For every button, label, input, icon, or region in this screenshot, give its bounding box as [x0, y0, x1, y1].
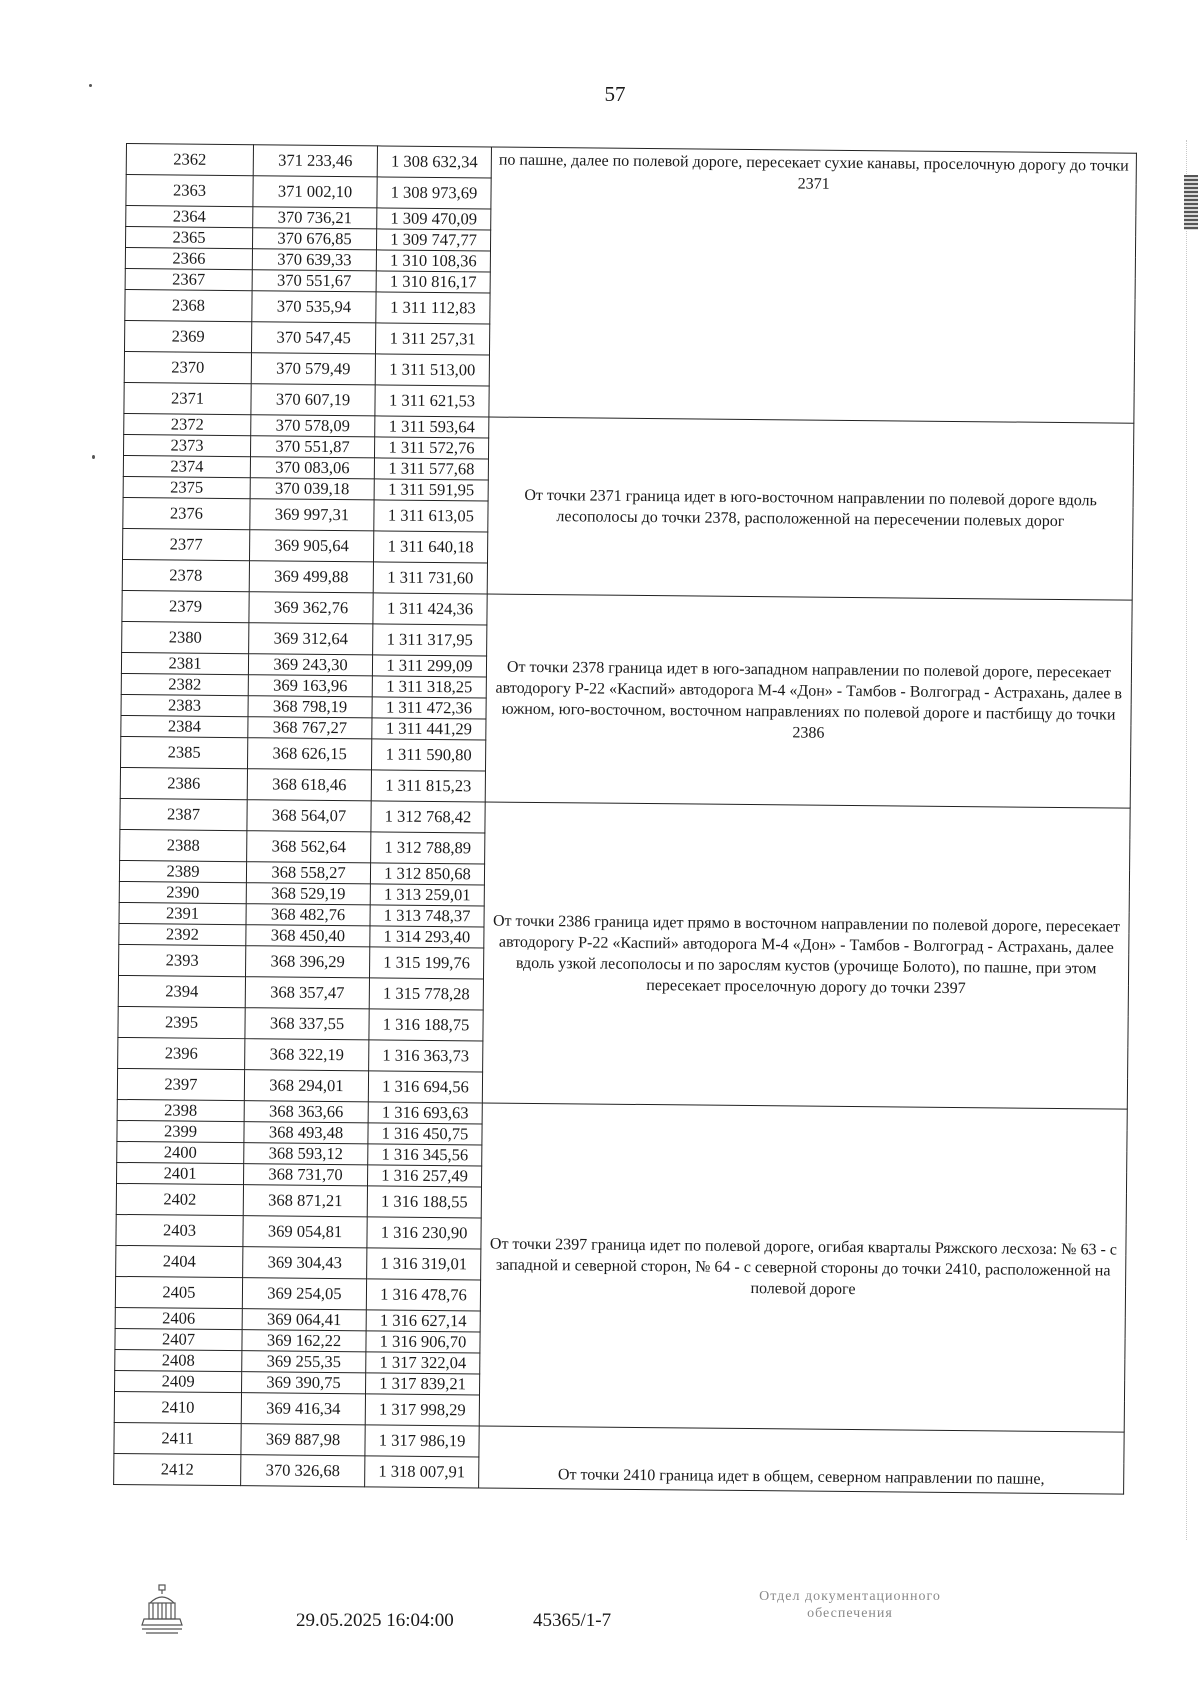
coord-x-cell: 369 390,75 [242, 1372, 366, 1394]
point-number-cell: 2385 [121, 736, 248, 768]
footer-datetime: 29.05.2025 16:04:00 [296, 1610, 454, 1631]
coord-x-cell: 368 558,27 [246, 862, 370, 884]
coord-y-cell: 1 308 973,69 [377, 177, 491, 209]
coord-x-cell: 368 322,19 [245, 1039, 369, 1071]
coord-x-cell: 368 482,76 [246, 904, 370, 926]
point-number-cell: 2386 [120, 767, 247, 799]
point-number-cell: 2368 [125, 289, 252, 321]
coord-x-cell: 369 499,88 [249, 561, 373, 593]
point-number-cell: 2376 [123, 497, 250, 529]
coord-y-cell: 1 309 470,09 [377, 208, 491, 230]
coord-y-cell: 1 316 478,76 [366, 1279, 480, 1311]
point-number-cell: 2405 [115, 1276, 242, 1308]
point-number-cell: 2392 [119, 923, 246, 945]
boundary-description-cell: От точки 2410 граница идет в общем, северном направлении по пашне, [479, 1426, 1125, 1494]
coord-x-cell: 368 564,07 [247, 800, 371, 832]
coord-y-cell: 1 311 731,60 [373, 562, 487, 594]
coord-y-cell: 1 311 317,95 [373, 624, 487, 656]
point-number-cell: 2406 [115, 1307, 242, 1329]
coord-x-cell: 368 357,47 [245, 977, 369, 1009]
point-number-cell: 2367 [125, 268, 252, 290]
coord-y-cell: 1 308 632,34 [377, 146, 491, 178]
coord-x-cell: 368 626,15 [247, 738, 371, 770]
point-number-cell: 2370 [124, 351, 251, 383]
point-number-cell: 2400 [117, 1141, 244, 1163]
boundary-description-cell: От точки 2386 граница идет прямо в восточном направлении по полевой дороге, пересекает автодорогу Р-22 «Каспий» автодорога М-4 «Дон» - Тамбов - Волгоград - Астрахань, далее вдоль узкой лесополосы и по зарослям кустов (урочище Болото), по пашне, при этом пересекает проселочную дорогу до точки 2397 [482, 802, 1130, 1109]
footer-department-stamp [700, 1588, 1000, 1622]
coord-x-cell: 370 579,49 [251, 353, 375, 385]
coord-y-cell: 1 312 788,89 [371, 832, 485, 864]
coord-x-cell: 370 551,87 [250, 436, 374, 458]
coord-x-cell: 369 887,98 [241, 1424, 365, 1456]
point-number-cell: 2391 [119, 902, 246, 924]
boundary-description-cell: От точки 2378 граница идет в юго-западном направлении по полевой дороге, пересекает автодорогу Р-22 «Каспий» автодорога М-4 «Дон» - Тамбов - Волгоград - Астрахань, далее в южном, юго-восточном, восточном направлениях по полевой дороге и пастбищу до точки 2386 [485, 594, 1132, 808]
coord-x-cell: 369 054,81 [243, 1216, 367, 1248]
scan-speck [92, 455, 95, 459]
coord-y-cell: 1 317 322,04 [366, 1352, 480, 1374]
boundary-description-cell: От точки 2371 граница идет в юго-восточном направлении по полевой дороге вдоль лесополосы до точки 2378, расположенной на пересечении полевых дорог [487, 417, 1134, 600]
coord-y-cell: 1 311 441,29 [372, 718, 486, 740]
coord-y-cell: 1 316 345,56 [368, 1144, 482, 1166]
coord-y-cell: 1 317 998,29 [365, 1394, 479, 1426]
point-number-cell: 2363 [126, 175, 253, 207]
point-number-cell: 2381 [121, 652, 248, 674]
point-number-cell: 2398 [117, 1099, 244, 1121]
coord-y-cell: 1 316 627,14 [366, 1310, 480, 1332]
coordinates-table-body [114, 144, 1137, 1495]
point-number-cell: 2403 [116, 1214, 243, 1246]
coord-y-cell: 1 316 188,75 [369, 1009, 483, 1041]
coord-y-cell: 1 314 293,40 [370, 926, 484, 948]
coord-x-cell: 368 529,19 [246, 883, 370, 905]
coord-x-cell: 370 639,33 [252, 249, 376, 271]
coord-x-cell: 369 163,96 [248, 675, 372, 697]
footer-department-line2: обеспечения [807, 1606, 893, 1621]
point-number-cell: 2388 [120, 829, 247, 861]
point-number-cell: 2397 [117, 1068, 244, 1100]
point-number-cell: 2409 [115, 1370, 242, 1392]
coordinates-table [113, 143, 1137, 1495]
point-number-cell: 2407 [115, 1328, 242, 1350]
coord-y-cell: 1 311 424,36 [373, 593, 487, 625]
coord-y-cell: 1 311 815,23 [371, 770, 485, 802]
point-number-cell: 2372 [124, 413, 251, 435]
point-number-cell: 2390 [119, 881, 246, 903]
coord-y-cell: 1 310 108,36 [376, 250, 490, 272]
coord-x-cell: 368 294,01 [244, 1070, 368, 1102]
point-number-cell: 2362 [126, 144, 253, 176]
coord-x-cell: 368 798,19 [248, 696, 372, 718]
coord-y-cell: 1 313 259,01 [370, 884, 484, 906]
coord-x-cell: 370 083,06 [250, 457, 374, 479]
coord-y-cell: 1 312 850,68 [370, 863, 484, 885]
coord-x-cell: 370 676,85 [252, 228, 376, 250]
coord-x-cell: 368 593,12 [244, 1143, 368, 1165]
coord-y-cell: 1 313 748,37 [370, 905, 484, 927]
coord-y-cell: 1 316 363,73 [369, 1040, 483, 1072]
coord-x-cell: 369 254,05 [242, 1278, 366, 1310]
coord-y-cell: 1 315 778,28 [369, 978, 483, 1010]
coord-y-cell: 1 311 257,31 [375, 323, 489, 355]
coord-y-cell: 1 311 591,95 [374, 479, 488, 501]
point-number-cell: 2365 [125, 227, 252, 249]
point-number-cell: 2408 [115, 1349, 242, 1371]
point-number-cell: 2366 [125, 247, 252, 269]
coord-x-cell: 369 312,64 [249, 623, 373, 655]
coord-x-cell: 368 562,64 [247, 831, 371, 863]
coord-x-cell: 371 002,10 [253, 176, 377, 208]
coord-x-cell: 370 039,18 [250, 478, 374, 500]
coord-y-cell: 1 309 747,77 [376, 229, 490, 251]
point-number-cell: 2404 [116, 1245, 243, 1277]
point-number-cell: 2393 [119, 944, 246, 976]
coord-x-cell: 369 064,41 [242, 1309, 366, 1331]
coord-y-cell: 1 316 693,63 [368, 1102, 482, 1124]
coord-y-cell: 1 311 593,64 [375, 416, 489, 438]
coord-y-cell: 1 316 230,90 [367, 1217, 481, 1249]
page-number: 57 [604, 82, 626, 106]
point-number-cell: 2410 [114, 1391, 241, 1423]
point-number-cell: 2378 [122, 559, 249, 591]
footer-document-number: 45365/1-7 [533, 1610, 612, 1631]
coord-y-cell: 1 316 188,55 [367, 1186, 481, 1218]
coord-x-cell: 368 493,48 [244, 1122, 368, 1144]
coord-x-cell: 370 736,21 [253, 207, 377, 229]
coord-y-cell: 1 311 621,53 [375, 385, 489, 417]
coord-y-cell: 1 311 590,80 [371, 739, 485, 771]
scan-speck [89, 84, 92, 87]
coord-x-cell: 368 363,66 [244, 1101, 368, 1123]
coord-y-cell: 1 310 816,17 [376, 271, 490, 293]
point-number-cell: 2369 [124, 320, 251, 352]
coord-y-cell: 1 316 906,70 [366, 1331, 480, 1353]
coord-y-cell: 1 316 694,56 [368, 1071, 482, 1103]
coord-y-cell: 1 316 450,75 [368, 1123, 482, 1145]
point-number-cell: 2380 [122, 621, 249, 653]
coord-y-cell: 1 311 640,18 [373, 531, 487, 563]
coord-x-cell: 368 396,29 [246, 946, 370, 978]
point-number-cell: 2395 [118, 1006, 245, 1038]
boundary-description-cell: по пашне, далее по полевой дороге, пересекает сухие канавы, проселочную дорогу до точки 2371 [489, 147, 1137, 423]
point-number-cell: 2399 [117, 1120, 244, 1142]
point-number-cell: 2383 [121, 694, 248, 716]
point-number-cell: 2377 [123, 528, 250, 560]
coord-x-cell: 369 243,30 [248, 654, 372, 676]
coord-x-cell: 369 162,22 [242, 1330, 366, 1352]
coord-y-cell: 1 311 299,09 [372, 655, 486, 677]
scan-edge [1186, 140, 1189, 1540]
coord-x-cell: 369 997,31 [250, 499, 374, 531]
point-number-cell: 2373 [124, 434, 251, 456]
point-number-cell: 2387 [120, 798, 247, 830]
point-number-cell: 2402 [116, 1183, 243, 1215]
coord-x-cell: 368 767,27 [248, 717, 372, 739]
coord-x-cell: 370 535,94 [252, 291, 376, 323]
coord-x-cell: 371 233,46 [253, 145, 377, 177]
coord-x-cell: 368 871,21 [243, 1185, 367, 1217]
coord-y-cell: 1 317 839,21 [366, 1373, 480, 1395]
coord-x-cell: 368 731,70 [244, 1164, 368, 1186]
coord-y-cell: 1 316 319,01 [367, 1248, 481, 1280]
point-number-cell: 2379 [122, 590, 249, 622]
coord-x-cell: 370 607,19 [251, 384, 375, 416]
coord-x-cell: 370 547,45 [251, 322, 375, 354]
coord-y-cell: 1 311 613,05 [374, 500, 488, 532]
coord-x-cell: 368 450,40 [246, 925, 370, 947]
coord-x-cell: 369 304,43 [243, 1247, 367, 1279]
coord-x-cell: 368 618,46 [247, 769, 371, 801]
coord-x-cell: 370 551,67 [252, 270, 376, 292]
coord-y-cell: 1 316 257,49 [368, 1165, 482, 1187]
coord-y-cell: 1 315 199,76 [369, 947, 483, 979]
point-number-cell: 2382 [121, 673, 248, 695]
point-number-cell: 2384 [121, 715, 248, 737]
point-number-cell: 2401 [117, 1162, 244, 1184]
coord-y-cell: 1 311 513,00 [375, 354, 489, 386]
point-number-cell: 2396 [118, 1037, 245, 1069]
point-number-cell: 2389 [119, 860, 246, 882]
coord-x-cell: 369 255,35 [242, 1351, 366, 1373]
coord-y-cell: 1 311 112,83 [376, 292, 490, 324]
coord-x-cell: 369 362,76 [249, 592, 373, 624]
footer-department-line1: Отдел документационного [759, 1589, 941, 1604]
coord-y-cell: 1 311 472,36 [372, 697, 486, 719]
scan-mark [1184, 175, 1198, 230]
point-number-cell: 2411 [114, 1422, 241, 1454]
coord-x-cell: 370 326,68 [241, 1455, 365, 1487]
coord-y-cell: 1 312 768,42 [371, 801, 485, 833]
coord-y-cell: 1 317 986,19 [365, 1425, 479, 1457]
point-number-cell: 2371 [124, 382, 251, 414]
coord-y-cell: 1 311 572,76 [374, 437, 488, 459]
boundary-description-cell: От точки 2397 граница идет по полевой дороге, огибая кварталы Ряжского лесхоза: № 63 - с западной и северной сторон, № 64 - с северной стороны до точки 2410, расположенной на полевой дороге [479, 1103, 1127, 1432]
coord-y-cell: 1 318 007,91 [365, 1456, 479, 1488]
point-number-cell: 2375 [123, 476, 250, 498]
coord-x-cell: 368 337,55 [245, 1008, 369, 1040]
point-number-cell: 2374 [123, 455, 250, 477]
point-number-cell: 2412 [114, 1453, 241, 1485]
coord-x-cell: 370 578,09 [251, 415, 375, 437]
point-number-cell: 2364 [126, 206, 253, 228]
coord-y-cell: 1 311 318,25 [372, 676, 486, 698]
point-number-cell: 2394 [118, 975, 245, 1007]
coord-y-cell: 1 311 577,68 [374, 458, 488, 480]
coord-x-cell: 369 416,34 [241, 1393, 365, 1425]
coord-x-cell: 369 905,64 [249, 530, 373, 562]
coat-of-arms-seal-icon [140, 1583, 184, 1635]
